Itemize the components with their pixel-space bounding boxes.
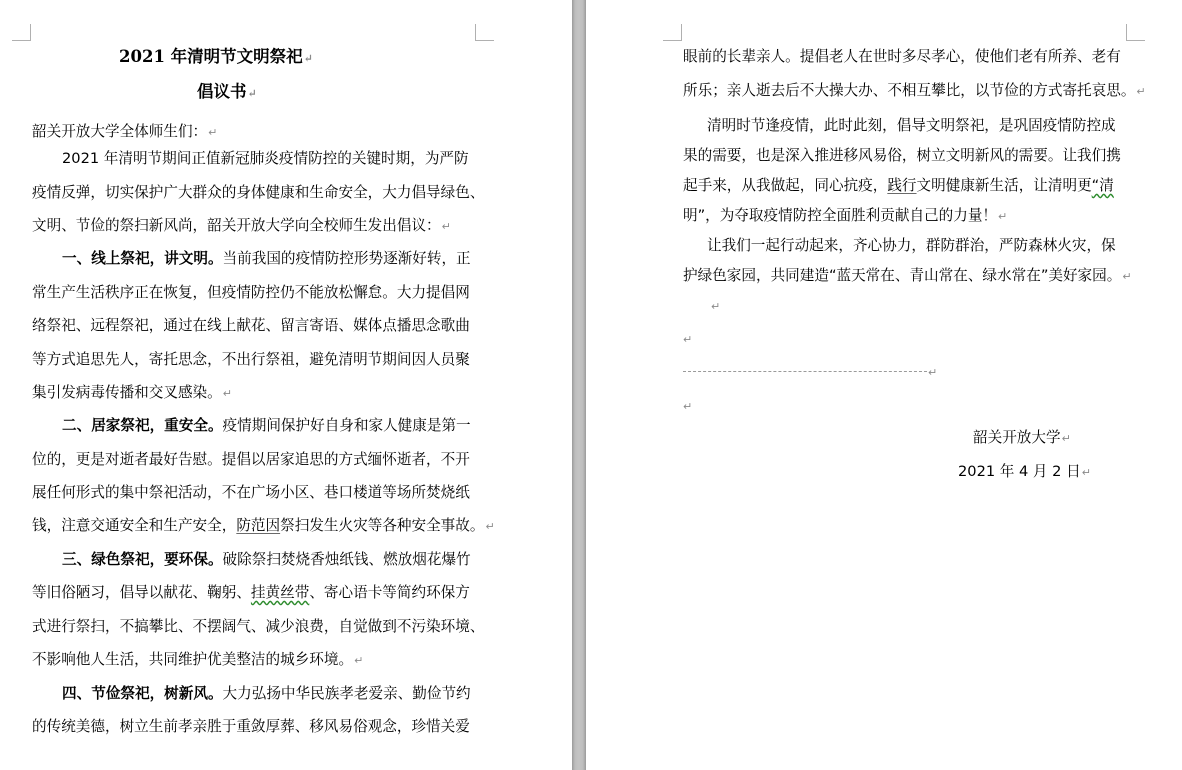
- intro-line-3[interactable]: 文明、节俭的祭扫新风尚，韶关开放大学向全校师生发出倡议：↵: [32, 217, 451, 234]
- empty-paragraph-mark[interactable]: ↵: [928, 366, 938, 379]
- section-1-line-4[interactable]: 等方式追思先人，寄托思念，不出行祭祖，避免清明节期间因人员聚: [32, 351, 470, 368]
- intro-line-2[interactable]: 疫情反弹，切实保护广大群众的身体健康和生命安全，大力倡导绿色、: [32, 184, 485, 201]
- para-3-line-2[interactable]: 护绿色家园，共同建造“蓝天常在、青山常在、绿水常在”美好家园。↵: [683, 267, 1132, 284]
- section-3-line-3[interactable]: 式进行祭扫，不搞攀比、不摆阔气、减少浪费，自觉做到不污染环境、: [32, 618, 485, 635]
- para-3-line-1[interactable]: 让我们一起行动起来，齐心协力，群防群治，严防森林火灾，保: [707, 237, 1116, 254]
- crop-mark-top-right: [475, 24, 494, 41]
- doc-title-line2[interactable]: 倡议书↵: [197, 82, 257, 101]
- crop-mark-top-left: [663, 24, 682, 41]
- para-2-line-3[interactable]: 起手来，从我做起，同心抗疫，践行文明健康新生活，让清明更“清: [683, 177, 1114, 194]
- section-2-line-3[interactable]: 展任何形式的集中祭祀活动，不在广场小区、巷口楼道等场所焚烧纸: [32, 484, 470, 501]
- para-1-line-1[interactable]: 眼前的长辈亲人。提倡老人在世时多尽孝心，使他们老有所养、老有: [683, 48, 1121, 65]
- date-line[interactable]: 2021 年 4 月 2 日↵: [958, 463, 1091, 480]
- signature-line[interactable]: 韶关开放大学↵: [973, 429, 1071, 446]
- intro-line-1[interactable]: 2021 年清明节期间正值新冠肺炎疫情防控的关键时期，为严防: [62, 150, 469, 167]
- page-gap: [572, 0, 586, 770]
- section-2-line-4[interactable]: 钱，注意交通安全和生产安全，防范因祭扫发生火灾等各种安全事故。↵: [32, 517, 495, 534]
- grammar-check-underline: 挂黄丝带: [250, 584, 310, 601]
- crop-mark-top-left: [12, 24, 31, 41]
- section-1-line-2[interactable]: 常生产生活秩序正在恢复，但疫情防控仍不能放松懈怠。大力提倡网: [32, 284, 470, 301]
- underlined-text: 践行: [887, 177, 917, 194]
- para-1-line-2[interactable]: 所乐；亲人逝去后不大操大办、不相互攀比，以节俭的方式寄托哀思。↵: [683, 82, 1146, 99]
- underlined-text: 防范因: [236, 517, 281, 534]
- para-2-line-2[interactable]: 果的需要，也是深入推进移风易俗，树立文明新风的需要。让我们携: [683, 147, 1121, 164]
- section-4-line-1[interactable]: 四、节俭祭祀，树新风。大力弘扬中华民族孝老爱亲、勤俭节约: [62, 685, 471, 702]
- salutation[interactable]: 韶关开放大学全体师生们：↵: [32, 123, 218, 140]
- para-2-line-4[interactable]: 明”，为夺取疫情防控全面胜利贡献自己的力量！↵: [683, 207, 1008, 224]
- section-2-line-1[interactable]: 二、居家祭祀，重安全。疫情期间保护好自身和家人健康是第一: [62, 417, 471, 434]
- empty-paragraph-mark[interactable]: ↵: [683, 333, 693, 346]
- section-3-line-2[interactable]: 等旧俗陋习，倡导以献花、鞠躬、挂黄丝带、寄心语卡等简约环保方: [32, 584, 470, 601]
- doc-title-line1[interactable]: 2021 年清明节文明祭祀↵: [119, 47, 313, 66]
- section-3-line-4[interactable]: 不影响他人生活，共同维护优美整洁的城乡环境。↵: [32, 651, 364, 668]
- section-2-line-2[interactable]: 位的，更是对逝者最好告慰。提倡以居家追思的方式缅怀逝者，不开: [32, 451, 470, 468]
- section-1-line-3[interactable]: 络祭祀、远程祭祀，通过在线上献花、留言寄语、媒体点播思念歌曲: [32, 317, 470, 334]
- document-page-left[interactable]: [0, 0, 572, 770]
- section-1-line-5[interactable]: 集引发病毒传播和交叉感染。↵: [32, 384, 232, 401]
- section-1-line-1[interactable]: 一、线上祭祀，讲文明。当前我国的疫情防控形势逐渐好转，正: [62, 250, 471, 267]
- document-page-right[interactable]: [586, 0, 1182, 770]
- empty-paragraph-mark[interactable]: ↵: [711, 300, 721, 313]
- dotted-separator: [683, 371, 927, 372]
- empty-paragraph-mark[interactable]: ↵: [683, 400, 693, 413]
- crop-mark-top-right: [1126, 24, 1145, 41]
- para-2-line-1[interactable]: 清明时节逢疫情，此时此刻，倡导文明祭祀，是巩固疫情防控成: [707, 117, 1116, 134]
- section-4-line-2[interactable]: 的传统美德，树立生前孝亲胜于重敛厚葬、移风易俗观念，珍惜关爱: [32, 718, 470, 735]
- section-3-line-1[interactable]: 三、绿色祭祀，要环保。破除祭扫焚烧香烛纸钱、燃放烟花爆竹: [62, 551, 471, 568]
- grammar-check-underline: “清: [1091, 177, 1114, 194]
